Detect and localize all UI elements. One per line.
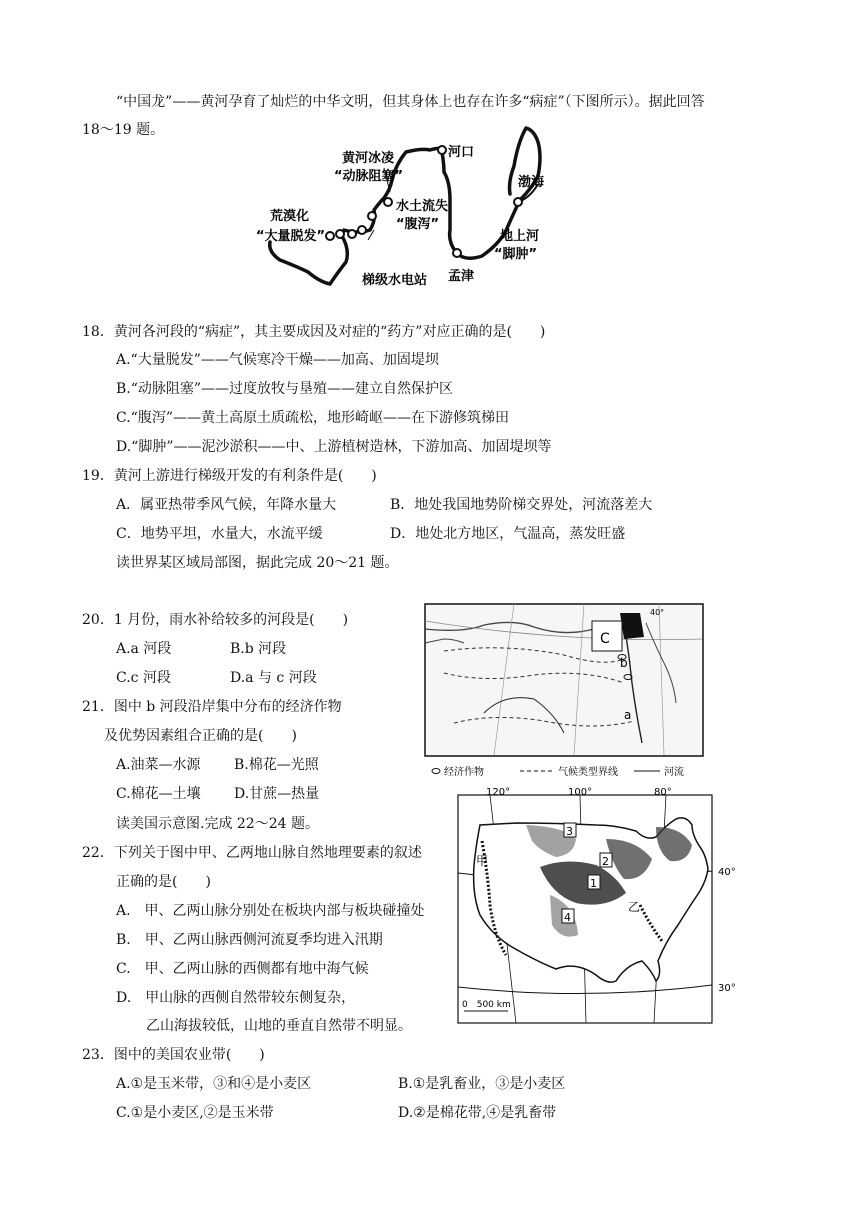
q23-stem: 23．图中的美国农业带( ): [82, 1047, 265, 1063]
station-dot: [358, 226, 366, 234]
river-label-a: a: [624, 708, 632, 722]
q19-option-c: C．地势平坦，水量大，水流平缓: [116, 526, 323, 542]
belt-4: 4: [564, 911, 571, 924]
q22-stem-2: 正确的是( ): [116, 874, 211, 890]
label-dongmai: “动脉阻塞”: [334, 169, 404, 184]
lon-80: 80°: [654, 787, 672, 798]
q18-option-d: D.“脚肿”——泥沙淤积——中、上游植树造林，下游加高、加固堤坝等: [116, 439, 552, 455]
scale-bar: 0 500 km: [462, 1000, 511, 1010]
q19-stem: 19．黄河上游进行梯级开发的有利条件是( ): [82, 468, 377, 484]
label-bingling: 黄河冰凌: [342, 151, 395, 166]
belt-1: 1: [590, 877, 597, 890]
q20-option-a: A.a 河段: [116, 641, 172, 657]
q21-option-c: C.棉花—土壤: [116, 786, 201, 802]
q20-option-b: B.b 河段: [230, 641, 287, 657]
lat-30: 30°: [718, 983, 736, 994]
q21-stem: 21．图中 b 河段沿岸集中分布的经济作物: [82, 699, 342, 715]
station-dot: [326, 232, 334, 240]
q22-option-a: A. 甲、乙两山脉分别处在板块内部与板块碰撞处: [116, 903, 425, 919]
intro-text-3: 读美国示意图.完成 22～24 题。: [116, 816, 319, 832]
station-dot: [336, 230, 344, 238]
label-hekou: 河口: [448, 145, 475, 160]
belt-3: 3: [566, 825, 573, 838]
q19-option-d: D．地处北方地区，气温高，蒸发旺盛: [390, 526, 626, 542]
label-bohai: 渤海: [518, 175, 545, 190]
q19-option-b: B．地处我国地势阶梯交界处，河流落差大: [390, 497, 653, 513]
intro-text-2: 读世界某区域局部图，据此完成 20～21 题。: [116, 555, 399, 571]
river-label-b: b: [620, 656, 628, 670]
legend-crop: 经济作物: [444, 767, 484, 778]
label-tuofa: “大量脱发”: [256, 229, 326, 244]
q23-option-b: B.①是乳畜业，③是小麦区: [398, 1076, 566, 1092]
q22-stem: 22．下列关于图中甲、乙两地山脉自然地理要素的叙述: [82, 845, 422, 861]
label-huangmo: 荒漠化: [270, 209, 310, 224]
q22-option-d-2: 乙山海拔较低，山地的垂直自然带不明显。: [146, 1018, 412, 1034]
label-jia: 甲: [476, 854, 489, 868]
q20-option-c: C.c 河段: [116, 670, 171, 686]
belt-2: 2: [602, 855, 609, 868]
estuary-dot: [514, 198, 522, 206]
lat-40: 40°: [718, 867, 736, 878]
q22-option-d: D. 甲山脉的西侧自然带较东侧复杂，: [116, 990, 356, 1006]
intro-text-1: “中国龙”——黄河孕育了灿烂的中华文明，但其身体上也存在许多“病症”（下图所示）。据此回答: [116, 94, 705, 110]
q21-option-a: A.油菜—水源: [116, 757, 201, 773]
station-dot: [368, 212, 376, 220]
q23-option-a: A.①是玉米带，③和④是小麦区: [116, 1076, 312, 1092]
q20-stem: 20．1 月份，雨水补给较多的河段是( ): [82, 612, 349, 628]
label-shuitu: 水土流失: [396, 199, 449, 214]
q21-option-b: B.棉花—光照: [234, 757, 319, 773]
station-dot: [384, 198, 392, 206]
lon-100: 100°: [568, 787, 593, 798]
q18-option-a: A.“大量脱发”——气候寒冷干燥——加高、加固堤坝: [116, 352, 439, 368]
label-jiaozhong: “脚肿”: [494, 247, 538, 262]
mengjin-dot: [453, 249, 461, 257]
lon-120: 120°: [486, 787, 511, 798]
label-tiji: 梯级水电站: [362, 273, 428, 288]
q21-option-d: D.甘蔗—热量: [234, 786, 320, 802]
hekou-dot: [438, 146, 446, 154]
q18-stem: 18．黄河各河段的“病症”，其主要成因及对症的“药方”对应正确的是( ): [82, 324, 546, 340]
q21-stem-2: 及优势因素组合正确的是( ): [104, 728, 297, 744]
q23-option-c: C.①是小麦区,②是玉米带: [116, 1105, 274, 1121]
legend-river: 河流: [664, 767, 684, 778]
q22-option-c: C. 甲、乙两山脉的西侧都有地中海气候: [116, 961, 369, 977]
legend-boundary: 气候类型界线: [558, 767, 618, 778]
legend-crop-icon: [432, 769, 440, 774]
q19-option-a: A．属亚热带季风气候，年降水量大: [116, 497, 337, 513]
q23-option-d: D.②是棉花带,④是乳畜带: [398, 1105, 557, 1121]
q18-option-c: C.“腹泻”——黄土高原土质疏松，地形崎岖——在下游修筑梯田: [116, 410, 509, 426]
region-label-c: C: [600, 631, 610, 647]
label-dishang: 地上河: [500, 229, 540, 244]
station-dot: [348, 230, 356, 238]
q20-option-d: D.a 与 c 河段: [230, 670, 317, 686]
intro-text-1b: 18～19 题。: [82, 122, 165, 138]
yellow-river-map: [250, 122, 560, 294]
usa-map: [456, 785, 756, 1025]
north-africa-map: [424, 603, 704, 779]
label-mengjin: 孟津: [448, 269, 475, 284]
q22-option-b: B. 甲、乙两山脉西侧河流夏季均进入汛期: [116, 932, 383, 948]
q18-option-b: B.“动脉阻塞”——过度放牧与垦殖——建立自然保护区: [116, 381, 454, 397]
label-yi: 乙: [628, 900, 641, 914]
label-fuxie: “腹泻”: [396, 217, 440, 232]
lon-40-label: 40°: [650, 608, 665, 617]
